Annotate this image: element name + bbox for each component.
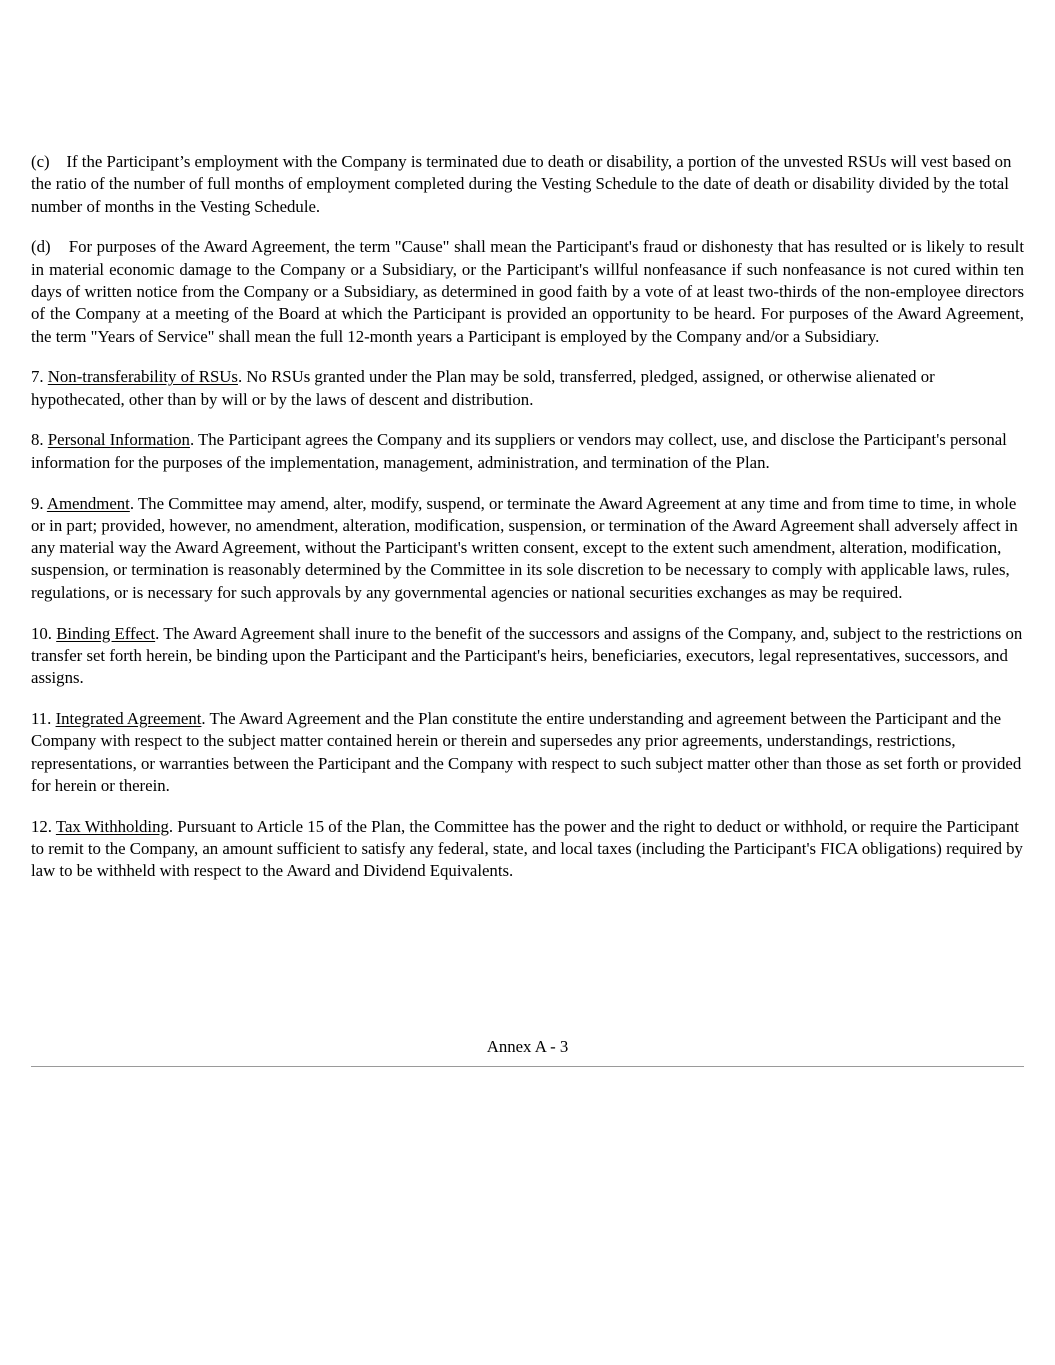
section-12-number: 12.: [31, 816, 52, 836]
section-12-heading: Tax Withholding: [55, 816, 169, 836]
paragraph-d-text: For purposes of the Award Agreement, the term "Cause" shall mean the Participant's fraud or dishonesty that has resulted or is likely to result in material economic damage to the Company or a Subsidiary, or the Participant's willful nonfeasance if such nonfeasance is not cured within ten days of written notice from the Company or a Subsidiary, as determined in good faith by a vote of at least two-thirds of the non-employee directors of the Company at a meeting of the Board at which the Participant is provided an opportunity to be heard. For purposes of the Award Agreement, the term "Years of Service" shall mean the full 12-month years a Participant is employed by the Company and/or a Subsidiary.: [31, 237, 1024, 346]
section-10-heading: Binding Effect: [56, 623, 156, 643]
section-7-heading: Non-transferability of RSUs: [47, 367, 238, 387]
section-8-heading: Personal Information: [47, 430, 190, 450]
section-12-text: . Pursuant to Article 15 of the Plan, the Committee has the power and the right to deduct or withhold, or require the Participant to remit to the Company, an amount sufficient to satisfy any federal, state, and local taxes (including the Participant's FICA obligations) required by law to be withheld with respect to the Award and Dividend Equivalents.: [31, 816, 1023, 881]
page-number-label: Annex A - 3: [486, 1037, 569, 1056]
section-9-number: 9.: [31, 493, 44, 513]
section-11-number: 11.: [31, 708, 52, 728]
section-7-text: . No RSUs granted under the Plan may be sold, transferred, pledged, assigned, or otherwise alienated or hypothecated, other than by will or by the laws of descent and distribution.: [31, 367, 935, 409]
section-8: [31, 429, 1024, 474]
paragraph-d-label: (d): [31, 237, 51, 257]
document-body: [31, 151, 1024, 901]
section-10: [31, 623, 1024, 690]
section-12: [31, 816, 1024, 883]
section-9-text: . The Committee may amend, alter, modify, suspend, or terminate the Award Agreement at any time and from time to time, in whole or in part; provided, however, no amendment, alteration, modification, suspension, or termination of the Award Agreement shall adversely affect in any material way the Award Agreement, without the Participant's written consent, except to the extent such amendment, alteration, modification, suspension, or termination is reasonably determined by the Committee in its sole discretion to be necessary to comply with applicable laws, rules, regulations, or is necessary for such approvals by any governmental agencies or national securities exchanges as may be required.: [31, 493, 1018, 602]
section-11: [31, 708, 1024, 797]
section-10-text: . The Award Agreement shall inure to the benefit of the successors and assigns of the Company, and, subject to the restrictions on transfer set forth herein, be binding upon the Participant and the Participant's heirs, beneficiaries, executors, legal representatives, successors, and assigns.: [31, 623, 1023, 688]
section-11-text: . The Award Agreement and the Plan constitute the entire understanding and agreement between the Participant and the Company with respect to the subject matter contained herein or therein and supersedes any prior agreements, understandings, restrictions, representations, or warranties between the Participant and the Company with respect to such subject matter other than those as set forth or provided for herein or therein.: [31, 708, 1022, 795]
section-8-text: . The Participant agrees the Company and its suppliers or vendors may collect, use, and disclose the Participant's personal information for the purposes of the implementation, management, administration, and termination of the Plan.: [31, 430, 1007, 472]
paragraph-c-label: (c): [31, 152, 50, 171]
section-11-heading: Integrated Agreement: [55, 708, 202, 728]
section-7-number: 7.: [31, 367, 44, 387]
paragraph-c-text: If the Participant’s employment with the Company is terminated due to death or disability, a portion of the unvested RSUs will vest based on the ratio of the number of full months of employment completed during the Vesting Schedule to the date of death or disability divided by the total number of months in the Vesting Schedule.: [31, 152, 1012, 216]
section-8-number: 8.: [31, 430, 44, 450]
page-footer: [31, 1036, 1024, 1058]
section-9-heading: Amendment: [46, 493, 130, 513]
section-9: [31, 493, 1024, 604]
section-7: [31, 366, 1024, 411]
section-10-number: 10.: [31, 623, 52, 643]
footer-divider: [31, 1066, 1024, 1067]
paragraph-c: [31, 151, 1024, 218]
paragraph-d: [31, 236, 1024, 347]
